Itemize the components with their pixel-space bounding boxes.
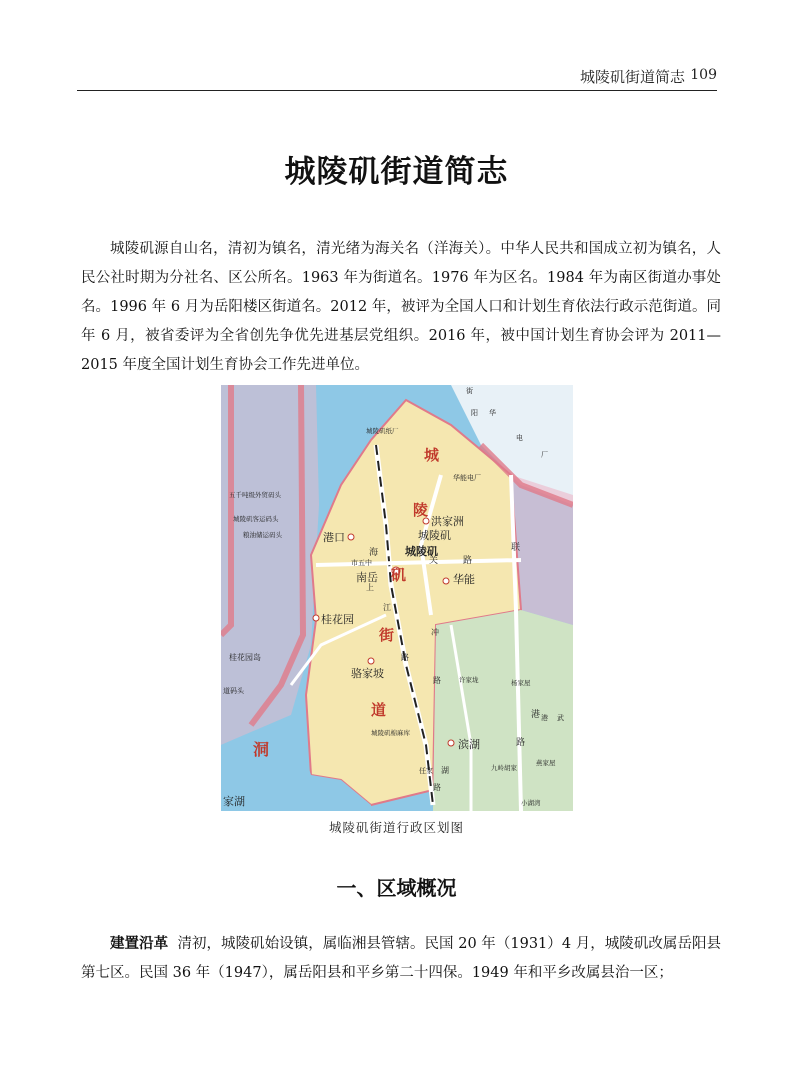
label-cotton-depot: 城陵矶棉麻库: [371, 729, 410, 737]
label-paper-mill: 城陵矶纸厂: [366, 427, 399, 435]
section-heading: 一、区域概况: [336, 876, 457, 900]
point-gangkou: [348, 534, 354, 540]
label-guihuayuan: 桂花园: [321, 613, 354, 626]
big-name-2: 陵: [413, 501, 429, 519]
label-yanjiawu: 燕家屋: [536, 759, 556, 767]
label-huaneng-power: 华能电厂: [453, 474, 481, 482]
label-yang: 阳: [471, 409, 478, 417]
running-head: [77, 64, 717, 91]
district-map-svg: [221, 385, 573, 811]
road-label-lu: 路: [463, 556, 473, 566]
label-xiaohu: 小湖湾: [521, 799, 541, 807]
label-chenglingji-town: 城陵矶: [418, 529, 451, 542]
page-title: 城陵矶街道简志: [284, 154, 509, 190]
label-binhu: 滨湖: [458, 738, 480, 751]
label-gan: 港: [541, 714, 548, 722]
label-luojiapo: 骆家坡: [351, 667, 384, 680]
figure-caption: 城陵矶街道行政区划图: [328, 820, 464, 835]
label-shiwuzhong: 市五中: [351, 559, 372, 567]
big-name-5: 道: [371, 701, 387, 719]
district-map: [221, 385, 573, 811]
big-name-3: 矶: [391, 566, 407, 584]
road-label-lu-5: 路: [433, 783, 441, 792]
running-head-title: 城陵矶街道简志: [579, 68, 685, 86]
road-label-jiang: 江: [383, 603, 391, 612]
label-wharf-1: 五千吨级外贸码头: [229, 491, 281, 499]
page-number: 109: [690, 67, 717, 83]
point-huaneng: [443, 578, 449, 584]
road-label-gang: 港: [531, 710, 541, 720]
label-huaneng: 华能: [453, 573, 475, 586]
label-dongting: 洞: [253, 740, 270, 759]
label-hua: 华: [489, 409, 496, 417]
label-hongjiazhou: 洪家洲: [431, 515, 464, 528]
road-label-guan: 关: [429, 556, 439, 566]
label-daoma: 道码头: [223, 687, 244, 695]
big-name-4: 街: [379, 626, 395, 644]
intro-paragraph: 城陵矶源自山名，清初为镇名，清光绪为海关名（洋海关）。中华人民共和国成立初为镇名，人民公社时期为分社名、区公所名。1963 年为街道名。1976 年为区名。1984 年为南区街道办事处名。1996 年 6 月为岳阳楼区街道名。2012 年，被评为全国人口和计划生育依法行政示范街道。同年 6 月，被省委评为全省创先争优先进基层党组织。2016 年，被中国计划生育协会评为 2011—2015 年度全国计划生育协会工作先进单位。: [81, 241, 721, 373]
big-name-1: 城: [424, 446, 440, 464]
label-wharf-3: 粮油储运码头: [243, 531, 282, 539]
road-label-hu: 湖: [441, 766, 449, 775]
label-chang: 厂: [541, 451, 548, 459]
label-yangjiawu: 杨家屋: [511, 679, 531, 687]
label-nanyue: 南岳: [356, 571, 378, 584]
label-gangkou: 港口: [323, 531, 345, 544]
label-chenglingji-street: 城陵矶: [405, 545, 438, 558]
road-label-lu-4: 路: [433, 676, 441, 685]
road-label-shang: 上: [366, 583, 374, 592]
point-binhu: [448, 740, 454, 746]
run-in-heading: 建置沿革: [110, 936, 169, 952]
label-dian: 电: [516, 434, 523, 442]
label-jiajia: 家湖: [223, 795, 245, 808]
point-guihuayuan: [313, 615, 319, 621]
label-wuzhi: 武: [557, 714, 564, 722]
section-paragraph: [81, 930, 721, 988]
label-jiuling: 九岭胡家: [491, 764, 517, 772]
road-label-lu-3: 路: [401, 653, 409, 662]
label-guihua-island: 桂花园岛: [229, 653, 261, 662]
road-label-lian: 联: [511, 543, 521, 553]
label-wharf-2: 城陵矶客运码头: [233, 515, 279, 523]
road-label-lu-2: 路: [516, 738, 526, 748]
label-jiao: 街: [466, 387, 473, 395]
point-luojiapo: [368, 658, 374, 664]
label-renjia: 任家: [419, 767, 433, 775]
section-text: 清初，城陵矶始设镇，属临湘县管辖。民国 20 年（1931）4 月，城陵矶改属岳阳县第七区。民国 36 年（1947），属岳阳县和平乡第二十四保。1949 年和平乡改属县治一区；: [81, 936, 722, 981]
road-label-chong: 冲: [431, 628, 439, 637]
road-label-hai: 海: [369, 548, 379, 558]
label-xujiawan: 许家垅: [459, 676, 479, 684]
